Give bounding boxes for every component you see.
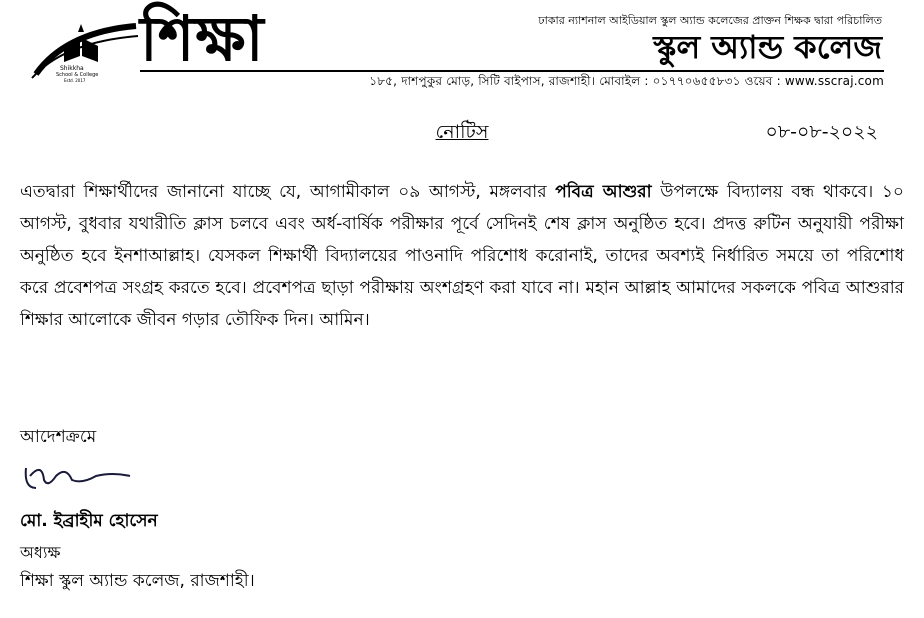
letterhead <box>22 2 884 88</box>
address-line: ১৮৫, দাশপুকুর মোড়, সিটি বাইপাস, রাজশাহী। মোবাইল : ০১৭৭০৬৫৫৮৩১ ওয়েব : www.sscraj.com <box>140 70 884 90</box>
notice-body-part-1: এতদ্বারা শিক্ষার্থীদের জানানো যাচ্ছে যে, আগামীকাল ০৯ আগস্ট, মঙ্গলবার <box>20 182 556 202</box>
school-tagline: ঢাকার ন্যাশনাল আইডিয়াল স্কুল অ্যান্ড কলেজের প্রাক্তন শিক্ষক দ্বারা পরিচালিত <box>538 14 882 27</box>
logo-text-1: Shikkha <box>60 65 84 72</box>
school-name-big: শিক্ষা <box>140 2 265 75</box>
notice-body-bold: পবিত্র আশুরা <box>555 182 652 202</box>
school-name-sub: স্কুল অ্যান্ড কলেজ <box>653 28 882 66</box>
signer-title: অধ্যক্ষ <box>20 543 61 562</box>
school-logo <box>26 12 146 84</box>
notice-body-part-2: উপলক্ষে বিদ্যালয় বন্ধ থাকবে। ১০ আগস্ট, বুধবার যথারীতি ক্লাস চলবে এবং অর্ধ-বার্ষিক পরীক্ষার পূর্বে সেদিনই শেষ ক্লাস অনুষ্ঠিত হবে। প্রদত্ত রুটিন অনুযায়ী পরীক্ষা অনুষ্ঠিত হবে ইনশাআল্লাহ। যেসকল শিক্ষার্থী বিদ্যালয়ের পাওনাদি পরিশোধ করোনাই, তাদের অবশ্যই নির্ধারিত সময়ে তা পরিশোধ করে প্রবেশপত্র সংগ্রহ করতে হবে। প্রবেশপত্র ছাড়া পরীক্ষায় অংশগ্রহণ করা যাবে না। মহান আল্লাহ আমাদের সকলকে পবিত্র আশুরার শিক্ষার আলোকে জীবন গড়ার তৌফিক দিন। আমিন। <box>20 182 904 330</box>
notice-title: নোটিস <box>435 121 489 143</box>
signature <box>22 458 142 498</box>
order-label: আদেশক্রমে <box>20 427 97 447</box>
signature-icon <box>22 458 142 498</box>
logo-text-2: School & College <box>56 72 99 78</box>
notice-body <box>20 176 904 336</box>
signer-name: মো. ইব্রাহীম হোসেন <box>20 511 158 531</box>
logo-text-3: Estd. 2017 <box>64 78 86 83</box>
notice-date: ০৮-০৮-২০২২ <box>765 121 878 143</box>
signer-institution: শিক্ষা স্কুল অ্যান্ড কলেজ, রাজশাহী। <box>20 571 255 591</box>
book-crest-icon <box>26 12 146 84</box>
